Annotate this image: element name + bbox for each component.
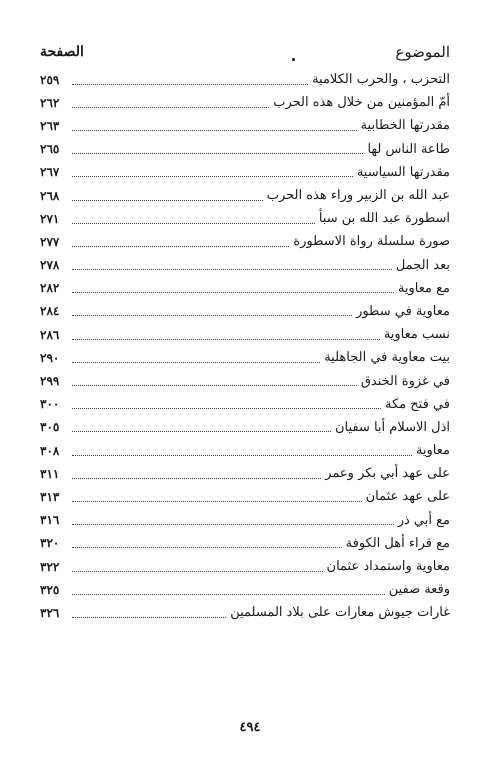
dot-leader [72, 291, 394, 293]
toc-entry [40, 578, 450, 601]
table-of-contents [40, 68, 450, 625]
toc-entry-page: ٣٢٥ [40, 582, 60, 597]
toc-entry-page: ٢٨٤ [40, 304, 60, 319]
toc-entry-topic: مع أبي ذر [397, 512, 450, 528]
dot-leader [72, 199, 263, 201]
toc-entry [40, 369, 450, 392]
toc-entry-page: ٢٦٢ [40, 95, 60, 110]
toc-entry [40, 509, 450, 532]
toc-entry-topic: مقدرتها السياسية [356, 164, 450, 180]
toc-entry-page: ٢٨٦ [40, 327, 60, 342]
toc-entry-page: ٢٧١ [40, 211, 60, 226]
toc-entry-page: ٢٧٧ [40, 234, 60, 249]
toc-entry [40, 277, 450, 300]
dot-leader [72, 314, 352, 316]
toc-entry [40, 114, 450, 137]
toc-entry-topic: التحزب ، والحرب الكلامية [312, 72, 450, 88]
toc-entry [40, 485, 450, 508]
toc-entry-page: ٢٧٨ [40, 258, 60, 273]
dot-leader [72, 83, 308, 85]
dot-leader [72, 430, 331, 432]
toc-entry-page: ٣١٦ [40, 513, 60, 528]
dot-leader [72, 454, 412, 456]
dot-leader [72, 593, 385, 595]
toc-entry [40, 393, 450, 416]
toc-entry [40, 439, 450, 462]
ink-dot [292, 58, 295, 61]
topic-column-heading: الموضوع [395, 43, 450, 61]
toc-entry-topic: مقدرتها الخطابية [360, 118, 450, 134]
toc-entry-topic: على عهد أبي بكر وعمر [325, 466, 450, 482]
toc-entry-page: ٣٠٨ [40, 443, 60, 458]
toc-entry [40, 207, 450, 230]
dot-leader [72, 616, 226, 618]
toc-entry [40, 601, 450, 624]
toc-entry-page: ٣٠٠ [40, 397, 60, 412]
toc-entry [40, 68, 450, 91]
dot-leader [72, 477, 321, 479]
toc-entry-topic: بعد الجمل [395, 257, 450, 273]
toc-entry [40, 346, 450, 369]
toc-entry-topic: أمّ المؤمنين من خلال هذه الحرب [273, 95, 450, 111]
toc-entry [40, 161, 450, 184]
toc-entry-topic: نسب معاوية [383, 327, 450, 343]
toc-entry-topic: عبد الله بن الزبير وراء هذه الحرب [266, 188, 450, 204]
toc-entry [40, 138, 450, 161]
toc-entry-topic: غارات جيوش معارات على بلاد المسلمين [230, 605, 450, 621]
toc-entry [40, 91, 450, 114]
toc-entry-page: ٣١٣ [40, 489, 60, 504]
toc-entry-topic: مع معاوية [397, 280, 450, 296]
toc-entry-topic: معاوية في سطور [356, 303, 450, 319]
dot-leader [72, 500, 362, 502]
dot-leader [72, 106, 269, 108]
toc-entry-topic: معاوية واستمداد عثمان [326, 559, 450, 575]
toc-entry-topic: على عهد عثمان [365, 489, 450, 505]
toc-entry [40, 323, 450, 346]
dot-leader [72, 245, 289, 247]
toc-entry-topic: في فتح مكة [385, 396, 450, 412]
toc-entry-page: ٢٩٠ [40, 350, 60, 365]
dot-leader [72, 523, 394, 525]
toc-entry [40, 532, 450, 555]
toc-entry-topic: وقعة صفين [388, 582, 450, 598]
dot-leader [72, 129, 357, 131]
toc-entry-topic: معاوية [415, 443, 450, 459]
toc-entry [40, 254, 450, 277]
toc-entry-page: ٢٥٩ [40, 72, 60, 87]
toc-entry-topic: طاعة الناس لها [367, 141, 450, 157]
dot-leader [72, 361, 320, 363]
toc-entry-page: ٣٢٠ [40, 536, 60, 551]
toc-entry-topic: صورة سلسلة رواة الاسطورة [293, 234, 450, 250]
toc-entry-topic: مع قراء أهل الكوفة [345, 535, 450, 551]
toc-entry-page: ٢٦٧ [40, 165, 60, 180]
dot-leader [72, 268, 392, 270]
toc-entry [40, 230, 450, 253]
dot-leader [72, 546, 342, 548]
dot-leader [72, 407, 381, 409]
toc-entry [40, 416, 450, 439]
dot-leader [72, 175, 353, 177]
toc-entry-page: ٢٦٨ [40, 188, 60, 203]
toc-entry [40, 462, 450, 485]
toc-entry-page: ٢٩٩ [40, 374, 60, 389]
dot-leader [72, 222, 315, 224]
dot-leader [72, 152, 363, 154]
page-number: ٤٩٤ [239, 720, 261, 735]
page-column-heading: الصفحة [40, 44, 84, 60]
toc-entry-page: ٣١١ [40, 466, 60, 481]
toc-entry-page: ٢٦٥ [40, 142, 60, 157]
dot-leader [72, 570, 323, 572]
toc-entry [40, 184, 450, 207]
toc-entry-page: ٣٢٢ [40, 559, 60, 574]
toc-entry [40, 555, 450, 578]
toc-entry-topic: اذل الاسلام أبا سفيان [334, 419, 450, 435]
toc-entry-page: ٣٢٦ [40, 605, 60, 620]
toc-entry-topic: اسطورة عبد الله بن سبأ [318, 211, 450, 227]
toc-entry-page: ٢٨٢ [40, 281, 60, 296]
toc-entry-page: ٣٠٥ [40, 420, 60, 435]
toc-entry-topic: في غزوة الخندق [360, 373, 450, 389]
dot-leader [72, 384, 357, 386]
toc-entry [40, 300, 450, 323]
dot-leader [72, 338, 380, 340]
toc-entry-page: ٢٦٣ [40, 118, 60, 133]
toc-header [40, 40, 450, 64]
toc-entry-topic: بيت معاوية في الجاهلية [324, 350, 450, 366]
